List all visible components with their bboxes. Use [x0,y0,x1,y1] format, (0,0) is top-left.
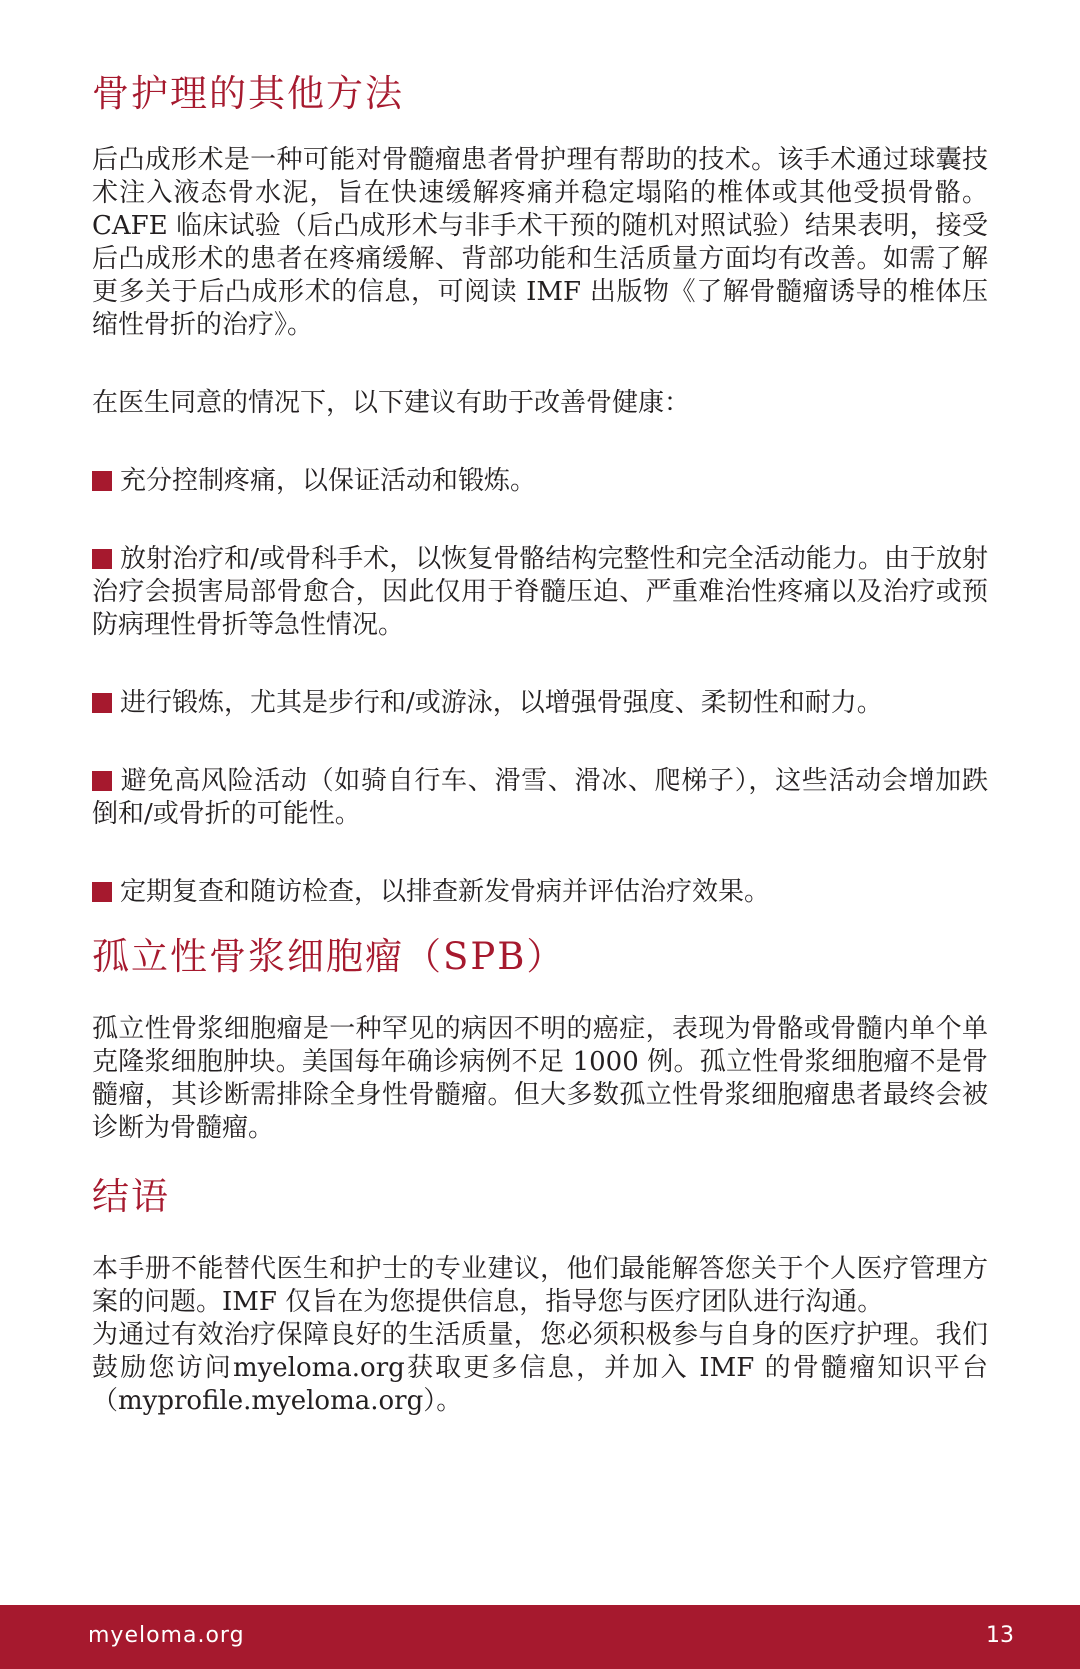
page-content [92,60,988,1418]
section-title-spb: 孤立性骨浆细胞瘤（SPB） [92,935,566,979]
square-bullet-icon [92,549,112,569]
bullet-item-exercise [92,687,988,720]
square-bullet-icon [92,471,112,491]
bullet-item-follow-up [92,876,988,909]
paragraph-spb: 孤立性骨浆细胞瘤是一种罕见的病因不明的癌症，表现为骨骼或骨髓内单个单克隆浆细胞肿块。美国每年确诊病例不足 1000 例。孤立性骨浆细胞瘤不是骨髓瘤，其诊断需排除全身性骨髓瘤。但大多数孤立性骨浆细胞瘤患者最终会被诊断为骨髓瘤。 [92,1014,988,1144]
footer-bar [0,1605,1080,1669]
paragraph-conclusion-2: 为通过有效治疗保障良好的生活质量，您必须积极参与自身的医疗护理。我们鼓励您访问myeloma.org获取更多信息，并加入 IMF 的骨髓瘤知识平台（myprofile.myeloma.org）。 [92,1320,988,1417]
paragraph-recommendations-intro: 在医生同意的情况下，以下建议有助于改善骨健康： [92,388,691,419]
bullet-item-radiation [92,543,988,642]
paragraph-kyphoplasty: 后凸成形术是一种可能对骨髓瘤患者骨护理有帮助的技术。该手术通过球囊技术注入液态骨水泥，旨在快速缓解疼痛并稳定塌陷的椎体或其他受损骨骼。CAFE 临床试验（后凸成形术与非手术干预的随机对照试验）结果表明，接受后凸成形术的患者在疼痛缓解、背部功能和生活质量方面均有改善。如需了解更多关于后凸成形术的信息，可阅读 IMF 出版物《了解骨髓瘤诱导的椎体压缩性骨折的治疗》。 [92,145,988,341]
section-title-bone-care: 骨护理的其他方法 [92,72,404,115]
square-bullet-icon [92,882,112,902]
bullet-text: 充分控制疼痛，以保证活动和锻炼。 [120,466,537,497]
section-title-conclusion: 结语 [92,1175,170,1219]
bullet-text: 定期复查和随访检查，以排查新发骨病并评估治疗效果。 [120,877,771,908]
bullet-item-pain-control [92,465,988,498]
bullet-text: 放射治疗和/或骨科手术，以恢复骨骼结构完整性和完全活动能力。由于放射治疗会损害局部骨愈合，因此仅用于脊髓压迫、严重难治性疼痛以及治疗或预防病理性骨折等急性情况。 [92,544,988,641]
paragraph-conclusion-1: 本手册不能替代医生和护士的专业建议，他们最能解答您关于个人医疗管理方案的问题。IMF 仅旨在为您提供信息，指导您与医疗团队进行沟通。 [92,1254,988,1318]
square-bullet-icon [92,771,112,791]
square-bullet-icon [92,693,112,713]
bullet-text: 避免高风险活动（如骑自行车、滑雪、滑冰、爬梯子），这些活动会增加跌倒和/或骨折的可能性。 [92,766,988,830]
bullet-item-avoid-risk [92,765,988,831]
bullet-text: 进行锻炼，尤其是步行和/或游泳，以增强骨强度、柔韧性和耐力。 [120,688,883,719]
footer-website-link[interactable]: myeloma.org [88,1623,245,1648]
page-number: 13 [986,1623,1014,1648]
